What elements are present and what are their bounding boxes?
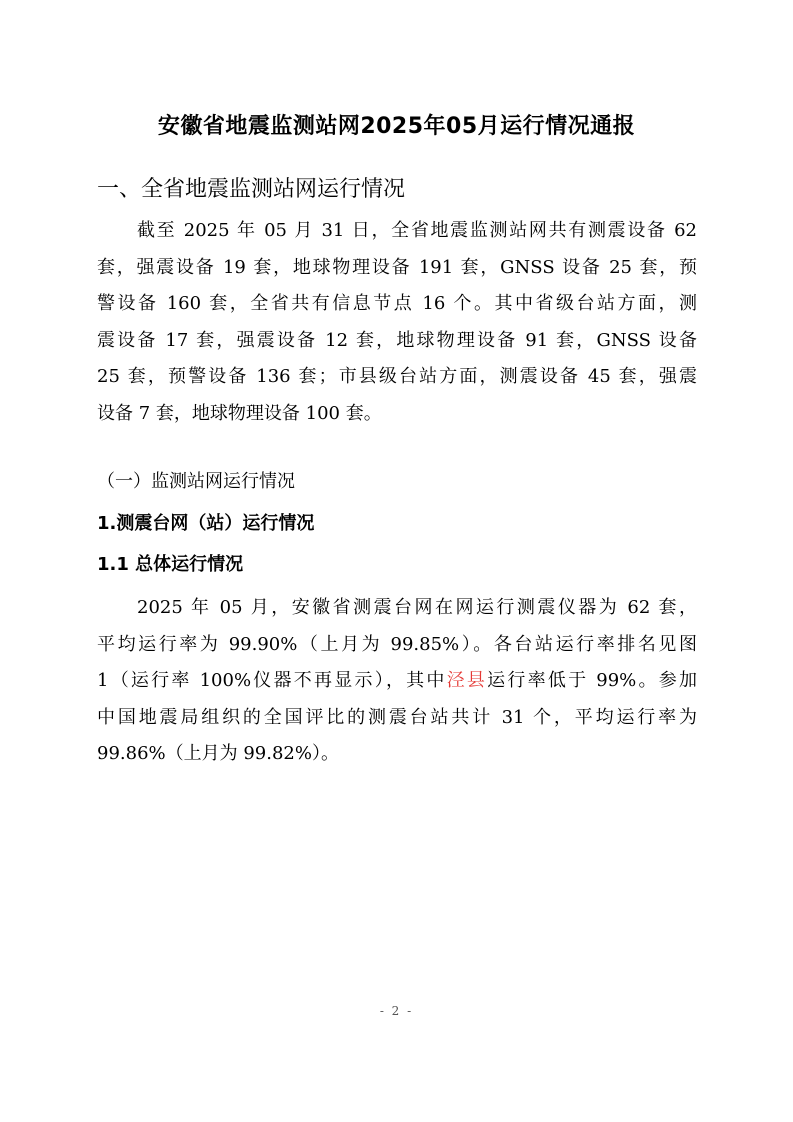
paragraph-line: 设备 7 套，地球物理设备 100 套。 [97, 402, 382, 424]
paragraph-station-summary [97, 213, 697, 432]
highlighted-station-name: 泾县 [446, 670, 488, 691]
paragraph-line: 截至 2025 年 05 月 31 日，全省地震监测站网共有测震设备 62 [137, 220, 697, 241]
subsubsection-heading-seismic-network: 1.测震台网（站）运行情况 [97, 513, 315, 534]
paragraph-line: 套，强震设备 19 套，地球物理设备 191 套，GNSS 设备 25 套，预 [97, 256, 697, 278]
paragraph-line: 25 套，预警设备 136 套；市县级台站方面，测震设备 45 套，强震 [97, 366, 697, 387]
document-title: 安徽省地震监测站网2025年05月运行情况通报 [157, 114, 636, 139]
paragraph-line: 平均运行率为 99.90%（上月为 99.85%）。各台站运行率排名见图 [97, 633, 697, 655]
paragraph-line-part: 1（运行率 100%仪器不再显示），其中 [97, 670, 447, 691]
paragraph-operation-rate [97, 590, 697, 773]
subsection-heading-monitoring: （一）监测站网运行情况 [97, 471, 295, 492]
paragraph-line [97, 663, 697, 700]
page-number: - 2 - [379, 1004, 414, 1018]
item-heading-overall-operation: 1.1 总体运行情况 [97, 554, 244, 575]
paragraph-line: 震设备 17 套，强震设备 12 套，地球物理设备 91 套，GNSS 设备 [97, 329, 697, 351]
paragraph-line: 警设备 160 套，全省共有信息节点 16 个。其中省级台站方面，测 [97, 293, 697, 314]
paragraph-line: 中国地震局组织的全国评比的测震台站共计 31 个，平均运行率为 [97, 706, 697, 728]
paragraph-line: 2025 年 05 月，安徽省测震台网在网运行测震仪器为 62 套， [137, 597, 697, 618]
section-heading-1: 一、全省地震监测站网运行情况 [97, 177, 406, 202]
paragraph-line-part: 运行率低于 99%。参加 [487, 670, 697, 691]
paragraph-line: 99.86%（上月为 99.82%）。 [97, 743, 339, 764]
